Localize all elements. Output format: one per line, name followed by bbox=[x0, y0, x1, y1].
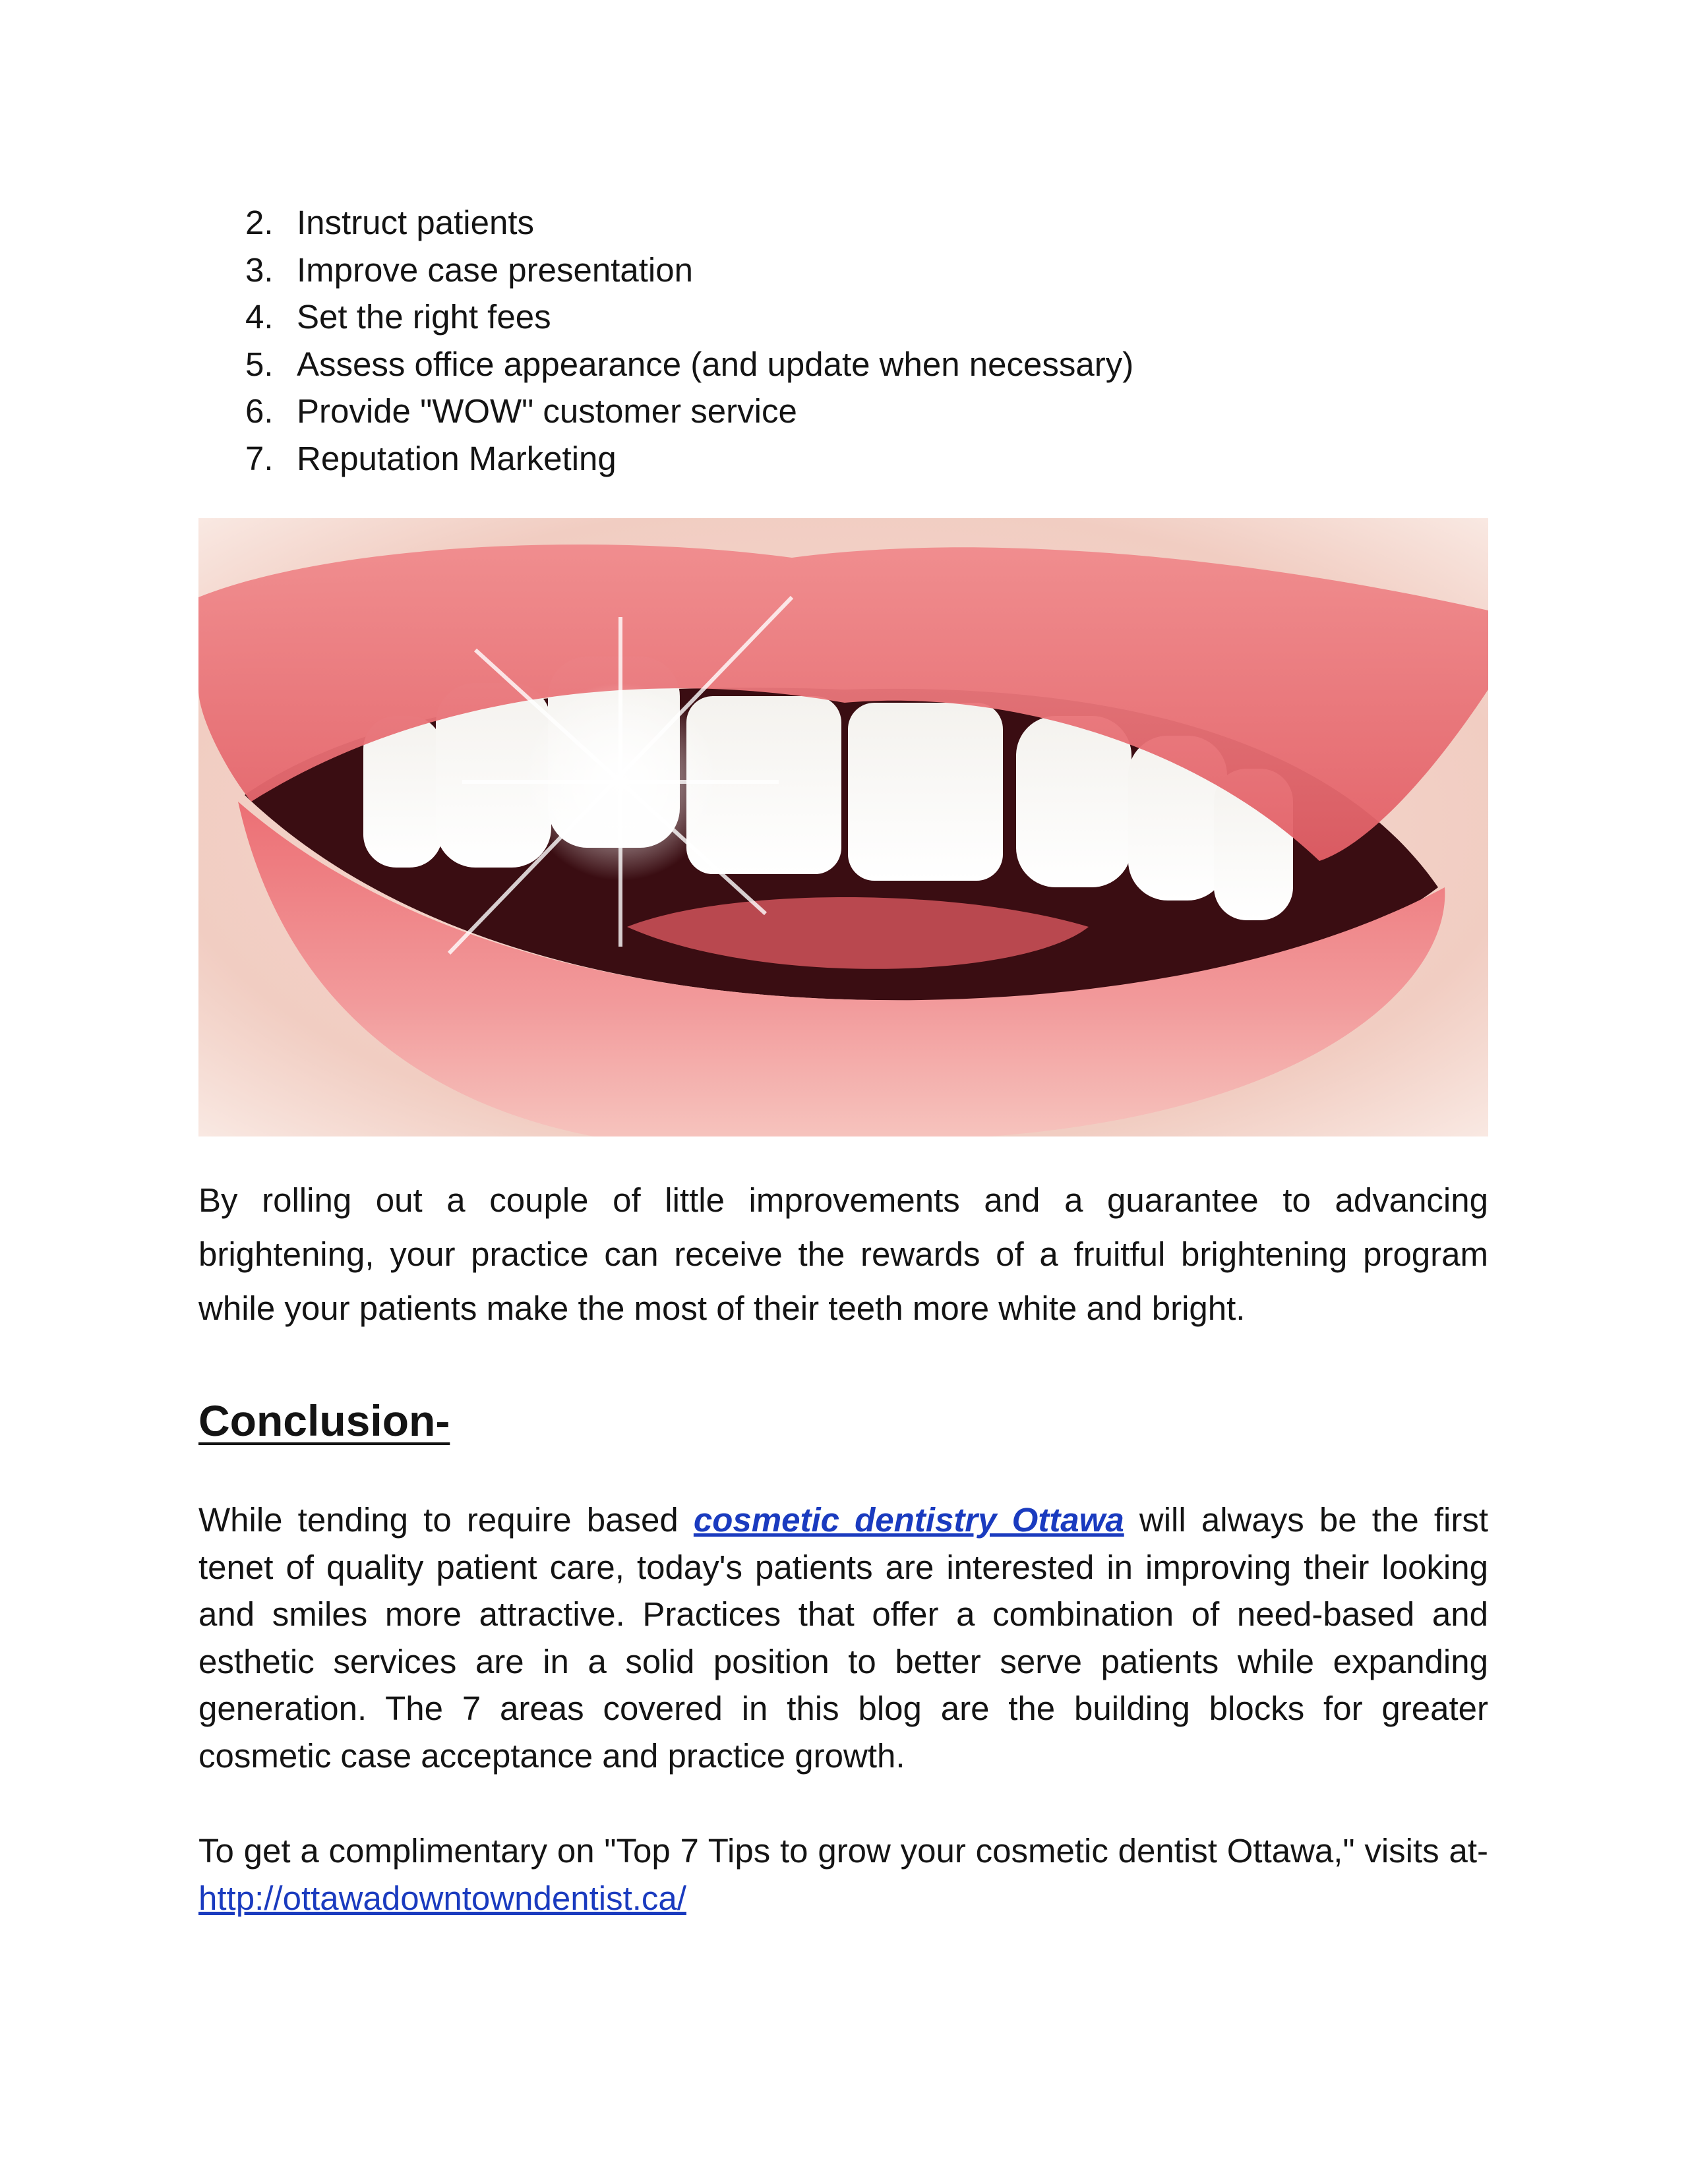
list-number: 2. bbox=[245, 204, 274, 241]
paragraph-text: While tending to require based bbox=[198, 1501, 694, 1539]
paragraph-visit bbox=[198, 1827, 1488, 1922]
list-number: 6. bbox=[245, 392, 274, 430]
smile-illustration bbox=[198, 518, 1488, 1136]
list-number: 3. bbox=[245, 251, 274, 289]
paragraph-text: will always be the first tenet of quality patient care, today's patients are interested in improving their looking and smiles more attractive. Practices that offer a combination of need-based and esthetic services are in a solid position to better serve patients while expanding generation. The 7 areas covered in this blog are the building blocks for greater cosmetic case acceptance and practice growth. bbox=[198, 1501, 1488, 1775]
list-item bbox=[245, 293, 1133, 341]
list-number: 4. bbox=[245, 298, 274, 336]
list-number: 7. bbox=[245, 439, 274, 477]
paragraph-conclusion bbox=[198, 1496, 1488, 1779]
list-item-text: Reputation Marketing bbox=[297, 439, 617, 477]
list-item-text: Improve case presentation bbox=[297, 251, 693, 289]
conclusion-heading: Conclusion- bbox=[198, 1396, 450, 1445]
list-item-text: Assess office appearance (and update when necessary) bbox=[297, 345, 1134, 383]
list-item bbox=[245, 199, 1133, 247]
list-item bbox=[245, 341, 1133, 388]
list-item-text: Provide "WOW" customer service bbox=[297, 392, 797, 430]
paragraph-whitening: By rolling out a couple of little improvements and a guarantee to advancing brightening, your practice can receive the rewards of a fruitful brightening program while your patients make the most of their teeth more white and bright. bbox=[198, 1181, 1488, 1327]
tips-list bbox=[245, 199, 1133, 482]
cosmetic-dentistry-link[interactable]: cosmetic dentistry Ottawa bbox=[693, 1501, 1124, 1539]
list-item bbox=[245, 247, 1133, 294]
list-item-text: Set the right fees bbox=[297, 298, 551, 336]
list-item-text: Instruct patients bbox=[297, 204, 535, 241]
website-link[interactable]: http://ottawadowntowndentist.ca/ bbox=[198, 1879, 686, 1917]
list-number: 5. bbox=[245, 345, 274, 383]
list-item bbox=[245, 388, 1133, 435]
smile-photo bbox=[198, 518, 1488, 1136]
list-item bbox=[245, 435, 1133, 483]
paragraph-text: To get a complimentary on "Top 7 Tips to grow your cosmetic dentist Ottawa," visits at- bbox=[198, 1832, 1488, 1870]
